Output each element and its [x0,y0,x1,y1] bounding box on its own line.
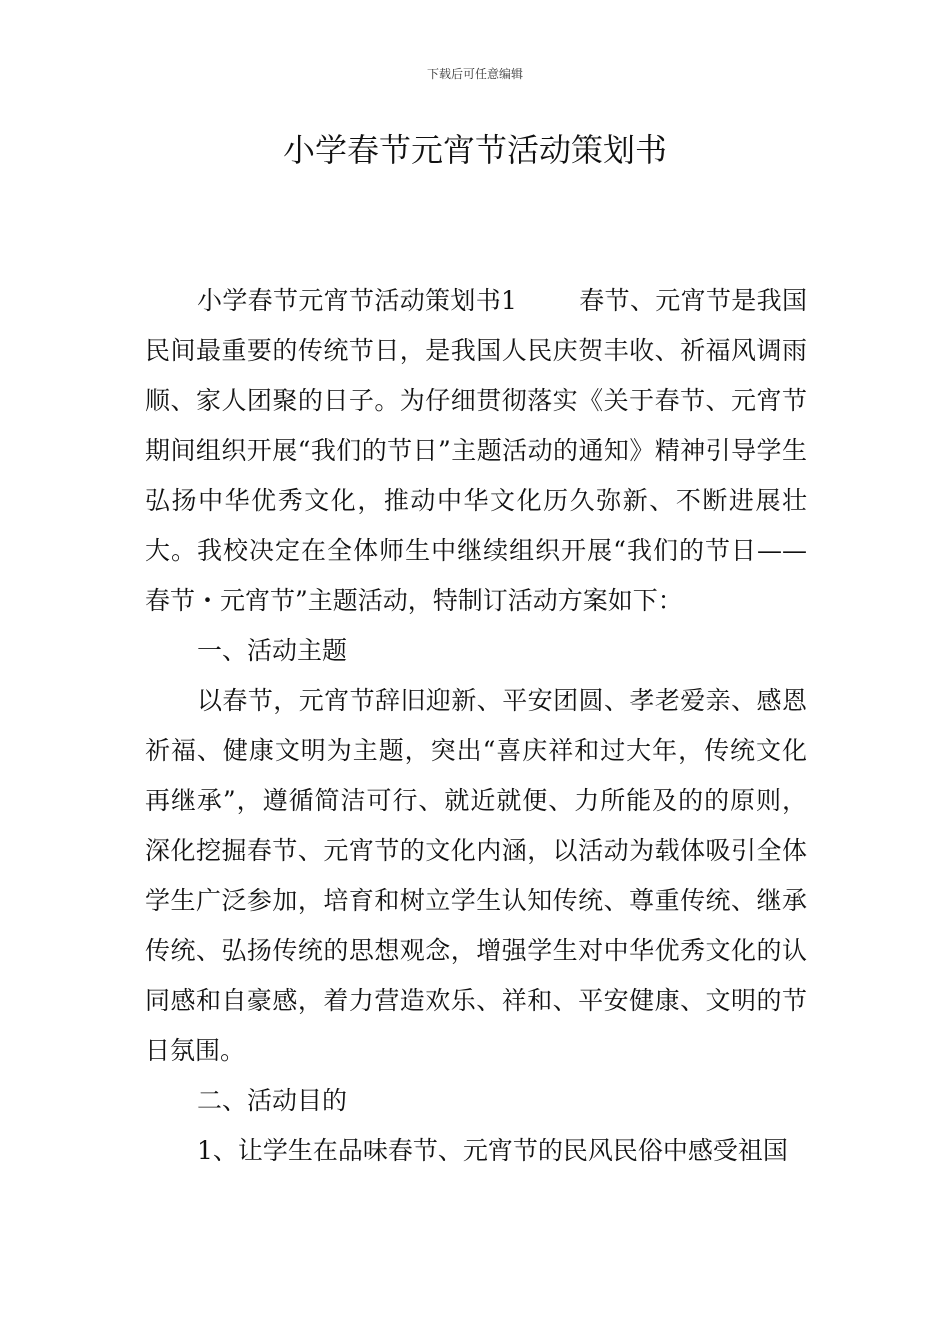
section1-paragraph: 以春节，元宵节辞旧迎新、平安团圆、孝老爱亲、感恩祈福、健康文明为主题，突出“喜庆祥和过大年，传统文化再继承”，遵循简洁可行、就近就便、力所能及的的原则，深化挖掘春节、元宵节的文化内涵，以活动为载体吸引全体学生广泛参加，培育和树立学生认知传统、尊重传统、继承传统、弘扬传统的思想观念，增强学生对中华优秀文化的认同感和自豪感，着力营造欢乐、祥和、平安健康、文明的节日氛围。 [145,686,807,1065]
document-title: 小学春节元宵节活动策划书 [282,131,667,169]
intro-paragraph [145,276,807,626]
section2-item1: 1、让学生在品味春节、元宵节的民风民俗中感受祖国 [197,1136,788,1165]
intro-body: 春节、元宵节是我国民间最重要的传统节日，是我国人民庆贺丰收、祈福风调雨顺、家人团聚的日子。为仔细贯彻落实《关于春节、元宵节期间组织开展“我们的节日”主题活动的通知》精神引导学生弘扬中华优秀文化，推动中华文化历久弥新、不断进展壮大。我校决定在全体师生中继续组织开展“我们的节日——春节・元宵节”主题活动，特制订活动方案如下： [145,286,807,615]
intro-lead: 小学春节元宵节活动策划书1 [197,286,517,315]
section2-heading: 二、活动目的 [197,1086,348,1115]
header-note: 下载后可任意编辑 [426,67,523,81]
section1-heading: 一、活动主题 [197,636,348,665]
document-body [145,276,807,1176]
